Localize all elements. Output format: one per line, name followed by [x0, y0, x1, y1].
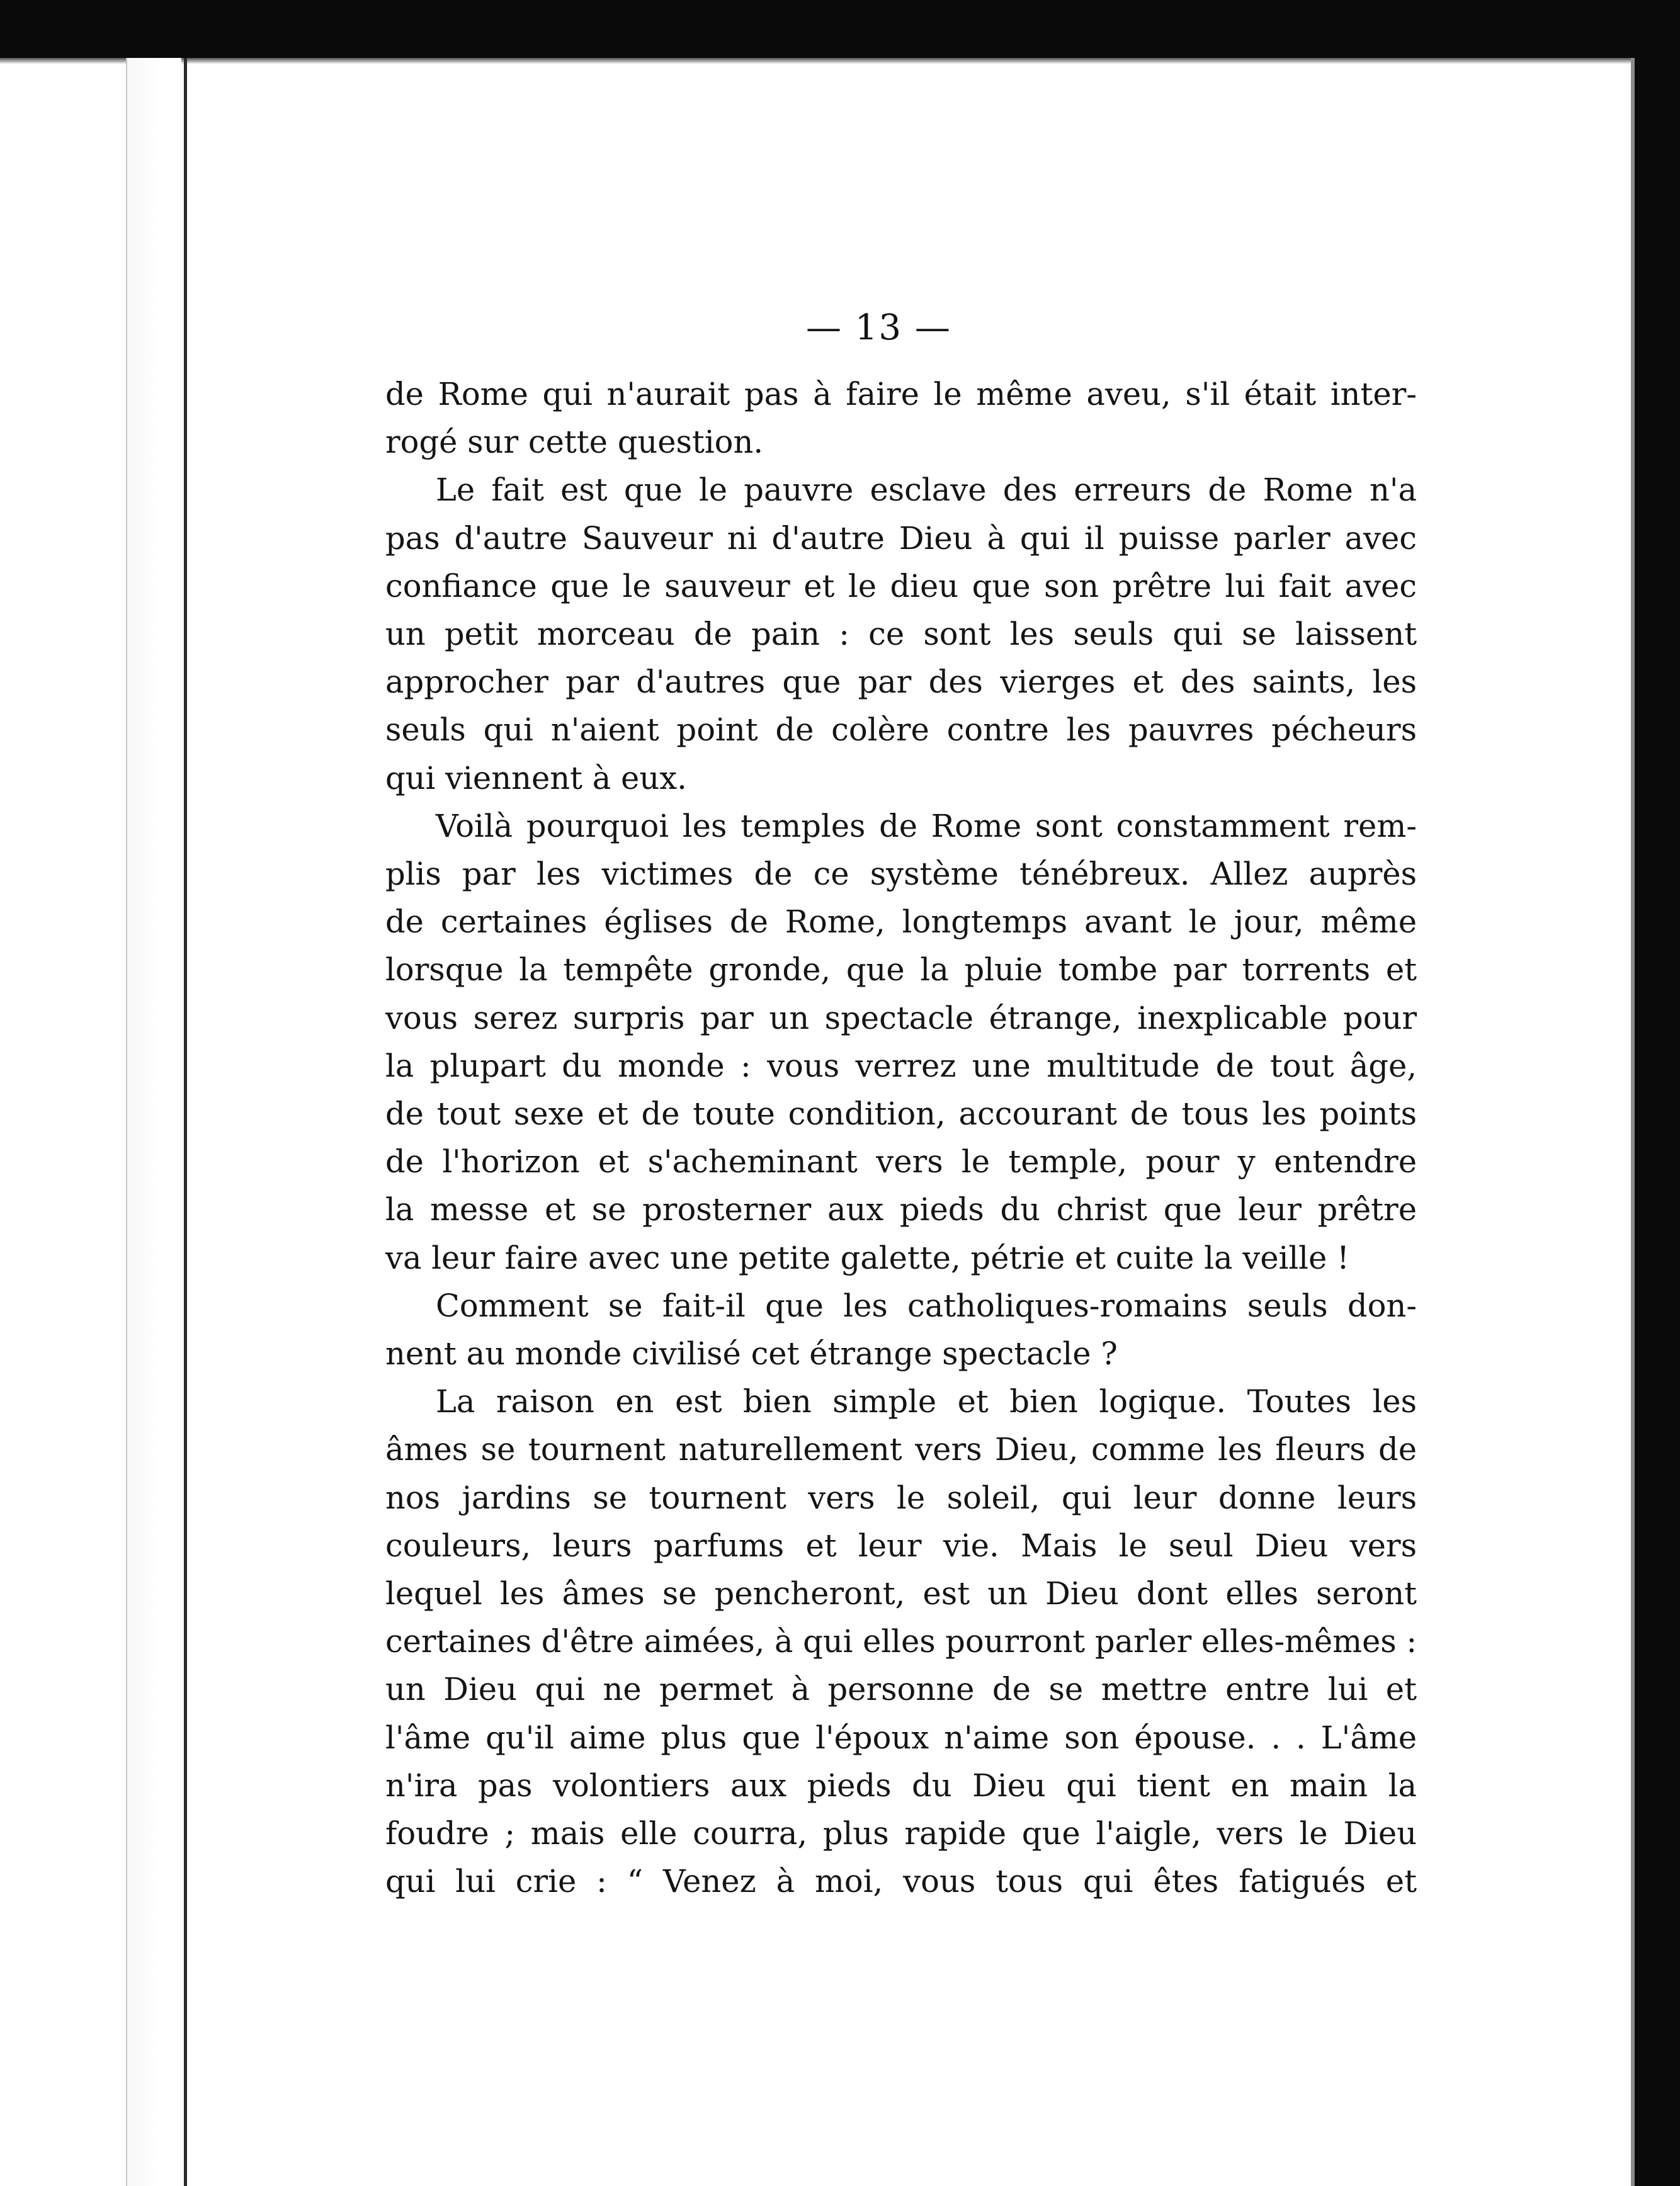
text-line: confiance que le sauveur et le dieu que son prêtre lui fait avec: [385, 567, 1417, 604]
page-gutter: [126, 58, 181, 2186]
paragraph-3: [385, 802, 1417, 1282]
paragraph-2: [385, 466, 1417, 801]
text-line: approcher par d'autres que par des vierges et des saints, les: [385, 664, 1417, 701]
text-line: de certaines églises de Rome, longtemps avant le jour, même: [385, 903, 1417, 941]
text-line: couleurs, leurs parfums et leur vie. Mais le seul Dieu vers: [385, 1527, 1417, 1564]
text-line: foudre ; mais elle courra, plus rapide que l'aigle, vers le Dieu: [385, 1815, 1417, 1852]
text-line: âmes se tournent naturellement vers Dieu, comme les fleurs de: [385, 1431, 1417, 1468]
text-line: certaines d'être aimées, à qui elles pourront parler elles-mêmes :: [385, 1623, 1417, 1660]
scan-border-right: [1635, 0, 1680, 2186]
text-line: pas d'autre Sauveur ni d'autre Dieu à qui il puisse parler avec: [385, 519, 1417, 557]
text-line: de Rome qui n'aurait pas à faire le même aveu, s'il était inter-: [385, 376, 1417, 412]
text-line: Comment se fait-il que les catholiques-romains seuls don-: [436, 1287, 1417, 1324]
text-line: rogé sur cette question.: [385, 424, 764, 461]
paragraph-4: [385, 1282, 1417, 1378]
scan-border-top: [0, 0, 1680, 58]
text-line: nent au monde civilisé cet étrange spectacle ?: [385, 1335, 1118, 1373]
text-line: l'âme qu'il aime plus que l'époux n'aime son épouse. . . L'âme: [385, 1719, 1417, 1756]
body-text: [385, 370, 1417, 1906]
left-page-edge: [126, 58, 127, 2186]
text-line: va leur faire avec une petite galette, pétrie et cuite la veille !: [385, 1239, 1349, 1276]
text-line: nos jardins se tournent vers le soleil, qui leur donne leurs: [385, 1479, 1417, 1516]
text-line: un Dieu qui ne permet à personne de se mettre entre lui et: [385, 1671, 1417, 1708]
text-line: la plupart du monde : vous verrez une multitude de tout âge,: [385, 1047, 1417, 1084]
page-number: — 13 —: [806, 307, 951, 348]
text-line: qui lui crie : “ Venez à moi, vous tous qui êtes fatigués et: [385, 1863, 1417, 1900]
text-line: Le fait est que le pauvre esclave des erreurs de Rome n'a: [436, 472, 1417, 509]
text-line: un petit morceau de pain : ce sont les seuls qui se laissent: [385, 616, 1417, 653]
text-line: lequel les âmes se pencheront, est un Dieu dont elles seront: [385, 1575, 1417, 1612]
text-line: vous serez surpris par un spectacle étrange, inexplicable pour: [385, 999, 1417, 1036]
text-line: Voilà pourquoi les temples de Rome sont constamment rem-: [436, 807, 1417, 844]
text-line: de tout sexe et de toute condition, accourant de tous les points: [385, 1096, 1417, 1133]
gutter-fold-line: [184, 58, 187, 2186]
paragraph-1: [385, 370, 1417, 466]
text-line: plis par les victimes de ce système ténébreux. Allez auprès: [385, 856, 1417, 893]
right-page-edge: [1631, 58, 1635, 2186]
text-line: La raison en est bien simple et bien logique. Toutes les: [436, 1383, 1417, 1420]
text-line: n'ira pas volontiers aux pieds du Dieu qui tient en main la: [385, 1767, 1417, 1804]
text-line: qui viennent à eux.: [385, 759, 687, 796]
text-line: la messe et se prosterner aux pieds du christ que leur prêtre: [385, 1191, 1417, 1228]
paragraph-5: [385, 1378, 1417, 1905]
text-line: de l'horizon et s'acheminant vers le temple, pour y entendre: [385, 1143, 1417, 1181]
text-line: seuls qui n'aient point de colère contre les pauvres pécheurs: [385, 711, 1417, 749]
text-line: lorsque la tempête gronde, que la pluie tombe par torrents et: [385, 951, 1417, 988]
